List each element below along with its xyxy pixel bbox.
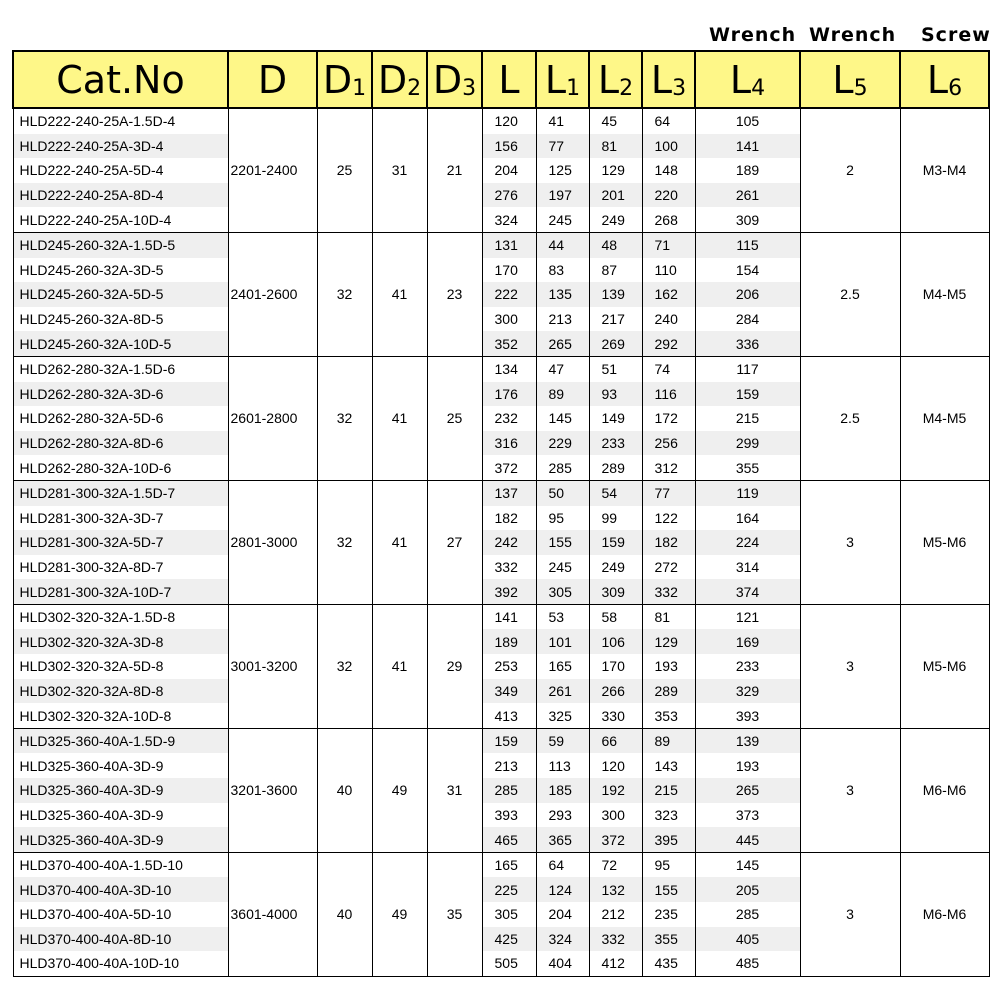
l4-cell: 329 [695, 679, 800, 704]
l2-cell: 412 [589, 951, 642, 976]
table-row [13, 356, 989, 381]
l2-cell: 269 [589, 331, 642, 356]
super-header-labels [0, 0, 1000, 50]
d2-cell: 41 [372, 356, 427, 480]
cat-no-cell: HLD245-260-32A-3D-5 [13, 258, 228, 283]
l-cell: 324 [482, 207, 536, 232]
l1-cell: 305 [536, 579, 589, 604]
catalog-table [12, 50, 990, 977]
header-l1: $L_1$ [536, 51, 589, 108]
l2-cell: 99 [589, 506, 642, 531]
l-cell: 300 [482, 307, 536, 332]
l5-cell: 3 [800, 604, 900, 728]
l2-cell: 192 [589, 778, 642, 803]
l2-cell: 48 [589, 232, 642, 257]
table-row [13, 728, 989, 753]
l1-cell: 155 [536, 530, 589, 555]
l3-cell: 162 [642, 282, 695, 307]
cat-no-cell: HLD262-280-32A-1.5D-6 [13, 356, 228, 381]
l4-cell: 309 [695, 207, 800, 232]
l3-cell: 235 [642, 902, 695, 927]
cat-no-cell: HLD302-320-32A-10D-8 [13, 703, 228, 728]
cat-no-cell: HLD281-300-32A-1.5D-7 [13, 480, 228, 505]
cat-no-cell: HLD370-400-40A-5D-10 [13, 902, 228, 927]
d1-cell: 32 [317, 480, 372, 604]
l4-cell: 355 [695, 455, 800, 480]
l1-cell: 293 [536, 803, 589, 828]
header-l: L [482, 51, 536, 108]
l4-cell: 105 [695, 108, 800, 134]
cat-no-cell: HLD222-240-25A-10D-4 [13, 207, 228, 232]
d-range-cell: 3001-3200 [228, 604, 317, 728]
header-l2: $L_2$ [589, 51, 642, 108]
l6-super-label: Screw [921, 24, 991, 46]
l-cell: 134 [482, 356, 536, 381]
l3-cell: 110 [642, 258, 695, 283]
cat-no-cell: HLD222-240-25A-8D-4 [13, 183, 228, 208]
l3-cell: 215 [642, 778, 695, 803]
l3-cell: 74 [642, 356, 695, 381]
l-cell: 204 [482, 158, 536, 183]
l4-cell: 224 [695, 530, 800, 555]
l3-cell: 100 [642, 134, 695, 159]
l4-cell: 119 [695, 480, 800, 505]
l1-cell: 185 [536, 778, 589, 803]
l3-cell: 81 [642, 604, 695, 629]
cat-no-cell: HLD370-400-40A-1.5D-10 [13, 852, 228, 877]
l6-cell: M4-M5 [900, 232, 989, 356]
l3-cell: 292 [642, 331, 695, 356]
l3-cell: 143 [642, 753, 695, 778]
l-cell: 137 [482, 480, 536, 505]
l3-cell: 193 [642, 654, 695, 679]
l6-cell: M5-M6 [900, 480, 989, 604]
l4-cell: 115 [695, 232, 800, 257]
l1-cell: 77 [536, 134, 589, 159]
l4-cell: 374 [695, 579, 800, 604]
l1-cell: 265 [536, 331, 589, 356]
l2-cell: 93 [589, 382, 642, 407]
header-l5: $L_5$ [800, 51, 900, 108]
l3-cell: 71 [642, 232, 695, 257]
l4-cell: 169 [695, 629, 800, 654]
l1-cell: 41 [536, 108, 589, 134]
l3-cell: 323 [642, 803, 695, 828]
d-range-cell: 2201-2400 [228, 108, 317, 232]
l-cell: 131 [482, 232, 536, 257]
l2-cell: 300 [589, 803, 642, 828]
l5-cell: 2 [800, 108, 900, 232]
l1-cell: 124 [536, 877, 589, 902]
l1-cell: 245 [536, 207, 589, 232]
header-d2: $D_2$ [372, 51, 427, 108]
l2-cell: 51 [589, 356, 642, 381]
d2-cell: 41 [372, 232, 427, 356]
l3-cell: 435 [642, 951, 695, 976]
table-row [13, 232, 989, 257]
l3-cell: 268 [642, 207, 695, 232]
cat-no-cell: HLD222-240-25A-3D-4 [13, 134, 228, 159]
l-cell: 222 [482, 282, 536, 307]
l-cell: 170 [482, 258, 536, 283]
l1-cell: 89 [536, 382, 589, 407]
d3-cell: 25 [427, 356, 482, 480]
table-row [13, 604, 989, 629]
l4-cell: 159 [695, 382, 800, 407]
l2-cell: 217 [589, 307, 642, 332]
cat-no-cell: HLD281-300-32A-10D-7 [13, 579, 228, 604]
cat-no-cell: HLD245-260-32A-10D-5 [13, 331, 228, 356]
l4-cell: 485 [695, 951, 800, 976]
l1-cell: 53 [536, 604, 589, 629]
l-cell: 276 [482, 183, 536, 208]
l1-cell: 197 [536, 183, 589, 208]
l1-cell: 213 [536, 307, 589, 332]
l4-cell: 215 [695, 406, 800, 431]
l2-cell: 45 [589, 108, 642, 134]
d-range-cell: 3601-4000 [228, 852, 317, 976]
cat-no-cell: HLD325-360-40A-3D-9 [13, 803, 228, 828]
l4-cell: 336 [695, 331, 800, 356]
l-cell: 165 [482, 852, 536, 877]
l1-cell: 50 [536, 480, 589, 505]
cat-no-cell: HLD325-360-40A-1.5D-9 [13, 728, 228, 753]
l6-cell: M3-M4 [900, 108, 989, 232]
cat-no-cell: HLD262-280-32A-10D-6 [13, 455, 228, 480]
l-cell: 141 [482, 604, 536, 629]
l4-cell: 121 [695, 604, 800, 629]
l-cell: 120 [482, 108, 536, 134]
d2-cell: 41 [372, 604, 427, 728]
header-d1: $D_1$ [317, 51, 372, 108]
l1-cell: 324 [536, 927, 589, 952]
l4-cell: 164 [695, 506, 800, 531]
l5-cell: 3 [800, 728, 900, 852]
l1-cell: 285 [536, 455, 589, 480]
l3-cell: 355 [642, 927, 695, 952]
l3-cell: 272 [642, 555, 695, 580]
table-row [13, 108, 989, 134]
l2-cell: 149 [589, 406, 642, 431]
l4-cell: 141 [695, 134, 800, 159]
l3-cell: 89 [642, 728, 695, 753]
l3-cell: 395 [642, 827, 695, 852]
l2-cell: 81 [589, 134, 642, 159]
l3-cell: 256 [642, 431, 695, 456]
l3-cell: 95 [642, 852, 695, 877]
l4-super-label: Wrench [709, 24, 797, 46]
l2-cell: 332 [589, 927, 642, 952]
header-l3: $L_3$ [642, 51, 695, 108]
cat-no-cell: HLD325-360-40A-3D-9 [13, 753, 228, 778]
l2-cell: 58 [589, 604, 642, 629]
l1-cell: 325 [536, 703, 589, 728]
l1-cell: 47 [536, 356, 589, 381]
l5-cell: 2.5 [800, 232, 900, 356]
l1-cell: 83 [536, 258, 589, 283]
cat-no-cell: HLD325-360-40A-3D-9 [13, 778, 228, 803]
cat-no-cell: HLD302-320-32A-8D-8 [13, 679, 228, 704]
l2-cell: 201 [589, 183, 642, 208]
l4-cell: 285 [695, 902, 800, 927]
l5-super-label: Wrench [809, 24, 897, 46]
l3-cell: 332 [642, 579, 695, 604]
l3-cell: 220 [642, 183, 695, 208]
d3-cell: 21 [427, 108, 482, 232]
l2-cell: 106 [589, 629, 642, 654]
l3-cell: 122 [642, 506, 695, 531]
l2-cell: 249 [589, 555, 642, 580]
l1-cell: 404 [536, 951, 589, 976]
d-range-cell: 2601-2800 [228, 356, 317, 480]
l1-cell: 59 [536, 728, 589, 753]
l3-cell: 172 [642, 406, 695, 431]
l4-cell: 261 [695, 183, 800, 208]
l-cell: 176 [482, 382, 536, 407]
catalog-table-body [13, 108, 989, 976]
l4-cell: 117 [695, 356, 800, 381]
l-cell: 372 [482, 455, 536, 480]
l4-cell: 405 [695, 927, 800, 952]
cat-no-cell: HLD262-280-32A-5D-6 [13, 406, 228, 431]
l5-cell: 3 [800, 852, 900, 976]
l3-cell: 289 [642, 679, 695, 704]
l2-cell: 129 [589, 158, 642, 183]
d2-cell: 49 [372, 852, 427, 976]
l-cell: 182 [482, 506, 536, 531]
d3-cell: 31 [427, 728, 482, 852]
l4-cell: 393 [695, 703, 800, 728]
table-row [13, 852, 989, 877]
header-l6: $L_6$ [900, 51, 989, 108]
l1-cell: 44 [536, 232, 589, 257]
cat-no-cell: HLD222-240-25A-1.5D-4 [13, 108, 228, 134]
d3-cell: 35 [427, 852, 482, 976]
l6-cell: M6-M6 [900, 728, 989, 852]
l2-cell: 309 [589, 579, 642, 604]
l3-cell: 240 [642, 307, 695, 332]
header-row [13, 51, 989, 108]
l2-cell: 249 [589, 207, 642, 232]
l6-cell: M5-M6 [900, 604, 989, 728]
l-cell: 392 [482, 579, 536, 604]
l2-cell: 132 [589, 877, 642, 902]
d2-cell: 49 [372, 728, 427, 852]
l2-cell: 87 [589, 258, 642, 283]
l3-cell: 148 [642, 158, 695, 183]
l1-cell: 145 [536, 406, 589, 431]
l4-cell: 205 [695, 877, 800, 902]
d1-cell: 25 [317, 108, 372, 232]
l-cell: 393 [482, 803, 536, 828]
cat-no-cell: HLD281-300-32A-8D-7 [13, 555, 228, 580]
l3-cell: 116 [642, 382, 695, 407]
l4-cell: 314 [695, 555, 800, 580]
l2-cell: 372 [589, 827, 642, 852]
l-cell: 253 [482, 654, 536, 679]
l4-cell: 145 [695, 852, 800, 877]
l2-cell: 159 [589, 530, 642, 555]
cat-no-cell: HLD245-260-32A-1.5D-5 [13, 232, 228, 257]
d1-cell: 40 [317, 728, 372, 852]
l2-cell: 170 [589, 654, 642, 679]
l2-cell: 139 [589, 282, 642, 307]
cat-no-cell: HLD370-400-40A-3D-10 [13, 877, 228, 902]
cat-no-cell: HLD370-400-40A-10D-10 [13, 951, 228, 976]
cat-no-cell: HLD302-320-32A-1.5D-8 [13, 604, 228, 629]
l1-cell: 135 [536, 282, 589, 307]
l4-cell: 193 [695, 753, 800, 778]
l2-cell: 330 [589, 703, 642, 728]
l4-cell: 154 [695, 258, 800, 283]
l4-cell: 206 [695, 282, 800, 307]
l-cell: 225 [482, 877, 536, 902]
l-cell: 156 [482, 134, 536, 159]
table-row [13, 480, 989, 505]
l2-cell: 66 [589, 728, 642, 753]
l-cell: 189 [482, 629, 536, 654]
d1-cell: 32 [317, 232, 372, 356]
cat-no-cell: HLD302-320-32A-5D-8 [13, 654, 228, 679]
l4-cell: 299 [695, 431, 800, 456]
d2-cell: 31 [372, 108, 427, 232]
cat-no-cell: HLD281-300-32A-3D-7 [13, 506, 228, 531]
l-cell: 213 [482, 753, 536, 778]
cat-no-cell: HLD262-280-32A-3D-6 [13, 382, 228, 407]
header-l4: $L_4$ [695, 51, 800, 108]
cat-no-cell: HLD222-240-25A-5D-4 [13, 158, 228, 183]
cat-no-cell: HLD370-400-40A-8D-10 [13, 927, 228, 952]
l4-cell: 445 [695, 827, 800, 852]
l1-cell: 101 [536, 629, 589, 654]
l-cell: 159 [482, 728, 536, 753]
l-cell: 242 [482, 530, 536, 555]
l-cell: 352 [482, 331, 536, 356]
l1-cell: 95 [536, 506, 589, 531]
l-cell: 505 [482, 951, 536, 976]
d3-cell: 23 [427, 232, 482, 356]
l4-cell: 233 [695, 654, 800, 679]
d-range-cell: 2801-3000 [228, 480, 317, 604]
cat-no-cell: HLD325-360-40A-3D-9 [13, 827, 228, 852]
l1-cell: 113 [536, 753, 589, 778]
l4-cell: 265 [695, 778, 800, 803]
header-d: D [228, 51, 317, 108]
d-range-cell: 3201-3600 [228, 728, 317, 852]
l-cell: 305 [482, 902, 536, 927]
l4-cell: 373 [695, 803, 800, 828]
d1-cell: 40 [317, 852, 372, 976]
l2-cell: 72 [589, 852, 642, 877]
l-cell: 465 [482, 827, 536, 852]
l-cell: 349 [482, 679, 536, 704]
l2-cell: 212 [589, 902, 642, 927]
l6-cell: M4-M5 [900, 356, 989, 480]
l1-cell: 64 [536, 852, 589, 877]
cat-no-cell: HLD262-280-32A-8D-6 [13, 431, 228, 456]
l2-cell: 120 [589, 753, 642, 778]
l-cell: 413 [482, 703, 536, 728]
l4-cell: 189 [695, 158, 800, 183]
l2-cell: 54 [589, 480, 642, 505]
l1-cell: 125 [536, 158, 589, 183]
l5-cell: 2.5 [800, 356, 900, 480]
cat-no-cell: HLD245-260-32A-8D-5 [13, 307, 228, 332]
l3-cell: 64 [642, 108, 695, 134]
d1-cell: 32 [317, 356, 372, 480]
l3-cell: 182 [642, 530, 695, 555]
l4-cell: 284 [695, 307, 800, 332]
l-cell: 232 [482, 406, 536, 431]
d2-cell: 41 [372, 480, 427, 604]
l1-cell: 165 [536, 654, 589, 679]
l3-cell: 77 [642, 480, 695, 505]
l1-cell: 261 [536, 679, 589, 704]
d3-cell: 27 [427, 480, 482, 604]
cat-no-cell: HLD281-300-32A-5D-7 [13, 530, 228, 555]
l2-cell: 289 [589, 455, 642, 480]
cat-no-cell: HLD302-320-32A-3D-8 [13, 629, 228, 654]
header-d3: $D_3$ [427, 51, 482, 108]
l6-cell: M6-M6 [900, 852, 989, 976]
d1-cell: 32 [317, 604, 372, 728]
l3-cell: 129 [642, 629, 695, 654]
l-cell: 425 [482, 927, 536, 952]
l1-cell: 204 [536, 902, 589, 927]
d3-cell: 29 [427, 604, 482, 728]
l3-cell: 312 [642, 455, 695, 480]
d-range-cell: 2401-2600 [228, 232, 317, 356]
header-cat-no: Cat.No [13, 51, 228, 108]
l5-cell: 3 [800, 480, 900, 604]
l2-cell: 233 [589, 431, 642, 456]
l1-cell: 365 [536, 827, 589, 852]
l-cell: 285 [482, 778, 536, 803]
l3-cell: 155 [642, 877, 695, 902]
l1-cell: 229 [536, 431, 589, 456]
l4-cell: 139 [695, 728, 800, 753]
cat-no-cell: HLD245-260-32A-5D-5 [13, 282, 228, 307]
l2-cell: 266 [589, 679, 642, 704]
l1-cell: 245 [536, 555, 589, 580]
l3-cell: 353 [642, 703, 695, 728]
l-cell: 316 [482, 431, 536, 456]
l-cell: 332 [482, 555, 536, 580]
